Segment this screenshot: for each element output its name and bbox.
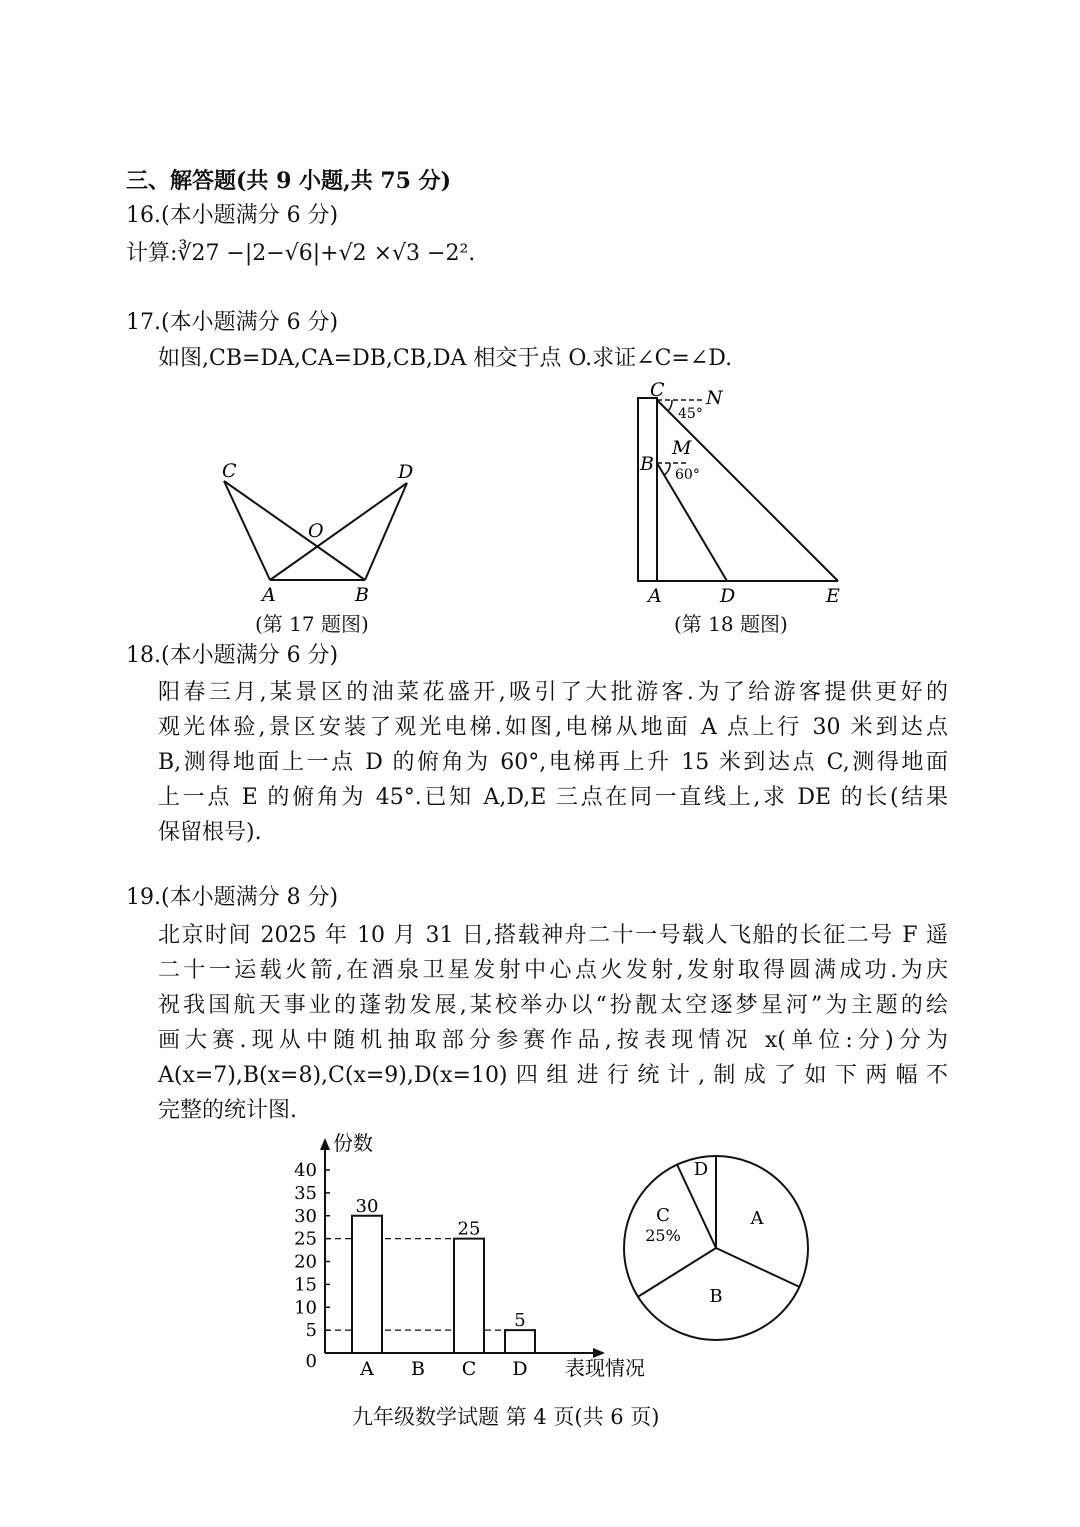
label-a: A [648, 585, 662, 607]
pie-label-c: C [656, 1205, 670, 1226]
x-axis-label: 表现情况 [565, 1356, 645, 1380]
y-tick-label: 35 [294, 1182, 317, 1204]
y-tick-label: 0 [305, 1351, 317, 1372]
q18-line: 上一点 E 的俯角为 45°.已知 A,D,E 三点在同一直线上,求 DE 的长(结果 [158, 785, 948, 810]
y-tick-label: 15 [294, 1274, 317, 1296]
y-tick-label: 20 [294, 1251, 317, 1273]
q18-header: 18.(本小题满分 6 分) [126, 643, 339, 668]
label-b: B [640, 453, 654, 475]
q19-line: 画大赛.现从中随机抽取部分参赛作品,按表现情况 x(单位:分)分为 [158, 1028, 948, 1053]
q16-header: 16.(本小题满分 6 分) [126, 203, 339, 228]
q19-line: 祝我国航天事业的蓬勃发展,某校举办以“扮靓太空逐梦星河”为主题的绘 [158, 993, 948, 1018]
q18-line: 保留根号). [158, 820, 262, 845]
category-label: D [512, 1358, 528, 1380]
label-o: O [308, 520, 324, 542]
label-e: E [826, 585, 840, 607]
q17-header: 17.(本小题满分 6 分) [126, 310, 339, 335]
q18-line: 阳春三月,某景区的油菜花盛开,吸引了大批游客.为了给游客提供更好的 [158, 680, 948, 705]
q18-line: 观光体验,景区安装了观光电梯.如图,电梯从地面 A 点上行 30 米到达点 [158, 715, 948, 740]
y-axis-label: 份数 [333, 1131, 373, 1155]
q19-line: 北京时间 2025 年 10 月 31 日,搭载神舟二十一号载人飞船的长征二号 F 遥 [158, 923, 948, 948]
q18-caption: (第 18 题图) [674, 612, 788, 636]
label-c: C [222, 460, 237, 482]
q16-prompt: 计算: [126, 241, 178, 266]
pie-label-d: D [693, 1159, 709, 1180]
category-label: C [461, 1358, 477, 1380]
page-footer: 九年级数学试题 第 4 页(共 6 页) [352, 1405, 660, 1429]
section-title: 三、解答题(共 9 小题,共 75 分) [126, 168, 452, 194]
q17-text: 如图,CB=DA,CA=DB,CB,DA 相交于点 O.求证∠C=∠D. [158, 346, 733, 371]
label-d: D [398, 461, 414, 483]
q19-header: 19.(本小题满分 8 分) [126, 885, 339, 910]
label-d: D [720, 585, 736, 607]
y-tick-label: 5 [305, 1320, 317, 1342]
bar-value-label: 30 [355, 1195, 379, 1217]
bar-value-label: 5 [514, 1310, 526, 1332]
label-b: B [355, 584, 369, 606]
q19-line: A(x=7),B(x=8),C(x=9),D(x=10)四组进行统计,制成了如下两幅不 [158, 1063, 948, 1088]
category-label: B [411, 1358, 425, 1380]
pie-label-b: B [709, 1286, 723, 1307]
angle-60-label: 60° [675, 467, 700, 483]
y-tick-label: 40 [294, 1160, 317, 1181]
label-m: M [672, 437, 692, 459]
q19-line: 二十一运载火箭,在酒泉卫星发射中心点火发射,发射取得圆满成功.为庆 [158, 958, 948, 983]
y-tick-label: 30 [294, 1205, 317, 1227]
q19-line: 完整的统计图. [158, 1098, 297, 1123]
category-label: A [360, 1358, 374, 1380]
q17-caption: (第 17 题图) [255, 612, 369, 636]
y-tick-label: 10 [294, 1297, 317, 1319]
pie-percent-c: 25% [645, 1226, 681, 1245]
y-tick-label: 25 [294, 1228, 317, 1250]
label-n: N [706, 387, 723, 409]
angle-45-label: 45° [678, 406, 703, 422]
bar-value-label: 25 [457, 1218, 481, 1240]
label-a: A [262, 584, 276, 606]
q16-expression: ∛27 −|2−√6|+√2 ×√3 −2². [177, 241, 476, 266]
pie-label-a: A [750, 1208, 764, 1229]
q18-line: B,测得地面上一点 D 的俯角为 60°,电梯再上升 15 米到达点 C,测得地面 [158, 750, 948, 775]
label-c: C [650, 379, 665, 401]
